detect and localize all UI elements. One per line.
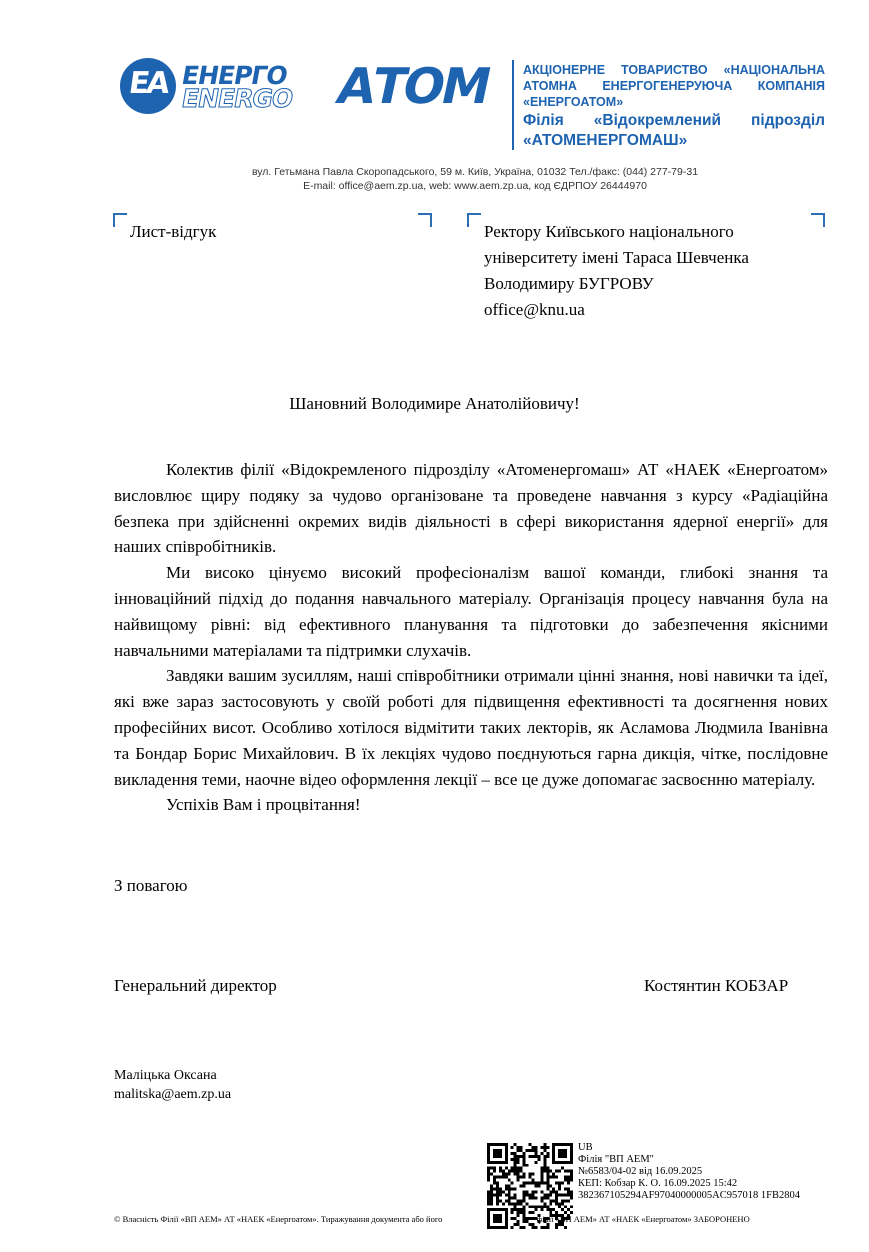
company-line: АКЦІОНЕРНЕ ТОВАРИСТВО «НАЦІОНАЛЬНА	[523, 63, 825, 77]
stamp-line: Філія "ВП АЕМ"	[578, 1154, 654, 1165]
logo-mark-text: EA	[126, 66, 170, 101]
company-line: АТОМНА ЕНЕРГОГЕНЕРУЮЧА КОМПАНІЯ	[523, 79, 825, 93]
logo-emblem	[120, 58, 176, 114]
footer-note-right: філії «ВП АЕМ» АТ «НАЕК «Енергоатом» ЗАБОРОНЕНО	[536, 1214, 750, 1224]
logo-energo: ЕНЕРГО	[179, 61, 290, 90]
letterhead-address	[120, 165, 830, 193]
recipient-line: університету імені Тараса Шевченка	[484, 248, 749, 267]
contacts-line: E-mail: office@aem.zp.ua, web: www.aem.zp.ua, код ЄДРПОУ 26444970	[303, 180, 647, 192]
salutation: Шановний Володимире Анатолійовичу!	[289, 394, 580, 413]
stamp-line: 382367105294AF97040000005AC957018 1FB2804	[578, 1190, 800, 1201]
body-paragraph: Колектив філії «Відокремленого підрозділу «Атоменергомаш» АТ «НАЕК «Енергоатом» висловлює щиру подяку за чудово організоване та проведене навчання з курсу «Радіаційна безпека при здійсненні окремих видів діяльності в сфері використання ядерної енергії» для наших співробітників.	[114, 460, 828, 557]
field-corner-mark	[418, 213, 432, 227]
branch-line: «АТОМЕНЕРГОМАШ»	[523, 132, 688, 149]
field-corner-mark	[113, 213, 127, 227]
recipient-line: Ректору Київського національного	[484, 222, 734, 241]
body-paragraph: Успіхів Вам і процвітання!	[166, 795, 361, 815]
branch-name	[523, 111, 825, 151]
signatory-name: Костянтин КОБЗАР	[644, 976, 789, 995]
executor-name: Маліцька Оксана	[114, 1068, 217, 1083]
stamp-line: №6583/04-02 від 16.09.2025	[578, 1166, 703, 1177]
field-corner-mark	[467, 213, 481, 227]
signatory-position: Генеральний директор	[114, 976, 277, 995]
recipient-block	[484, 219, 824, 323]
body-paragraph: Ми високо цінуємо високий професіоналізм вашої команди, глибокі знання та інноваційний підхід до подання навчального матеріалу. Організація процесу навчання була на найвищому рівні: від ефективного планування та підготовки до забезпечення якісними навчальними матеріалами та підтримки слухачів.	[114, 563, 828, 660]
company-line: «ЕНЕРГОАТОМ»	[523, 95, 624, 109]
letter-body	[114, 457, 828, 818]
e-signature-stamp	[578, 1142, 828, 1202]
stamp-line: КЕП: Кобзар К. О. 16.09.2025 15:42	[578, 1178, 738, 1189]
executor-contact	[114, 1066, 231, 1104]
closing: З повагою	[114, 876, 188, 895]
recipient-email: office@knu.ua	[484, 300, 585, 319]
recipient-line: Володимиру БУГРОВУ	[484, 274, 654, 293]
footer-note-left: © Власність Філії «ВП АЕМ» АТ «НАЕК «Енергоатом». Тиражування документа або його	[114, 1214, 443, 1224]
document-type: Лист-відгук	[130, 222, 217, 241]
energoatom-logo	[120, 58, 494, 115]
logo-atom: АТОМ	[331, 58, 494, 115]
branch-line: Філія «Відокремлений підрозділ	[523, 112, 825, 129]
logo-energo-latin: ENERGO	[179, 84, 295, 113]
stamp-line: UB	[578, 1142, 593, 1153]
address-line: вул. Гетьмана Павла Скоропадського, 59 м. Київ, Україна, 01032 Тел./факс: (044) 277-79-31	[251, 166, 699, 178]
company-name	[523, 62, 825, 110]
executor-email: malitska@aem.zp.ua	[114, 1087, 232, 1102]
header-divider	[512, 60, 514, 150]
footer-copyright-note	[114, 1214, 814, 1225]
body-paragraph: Завдяки вашим зусиллям, наші співробітники отримали цінні знання, нові навички та ідеї, які вже зараз застосовують у своїй роботі для підвищення ефективності та досягнення нових професійних висот. Особливо хотілося відмітити таких лекторів, як Асламова Людмила Іванівна та Бондар Борис Михайлович. В їх лекціях чудово поєднуються гарна дикція, чітке, послідовне викладення теми, наочне відео оформлення лекції – все це дуже допомагає засвоєнню матеріалу.	[114, 666, 828, 789]
